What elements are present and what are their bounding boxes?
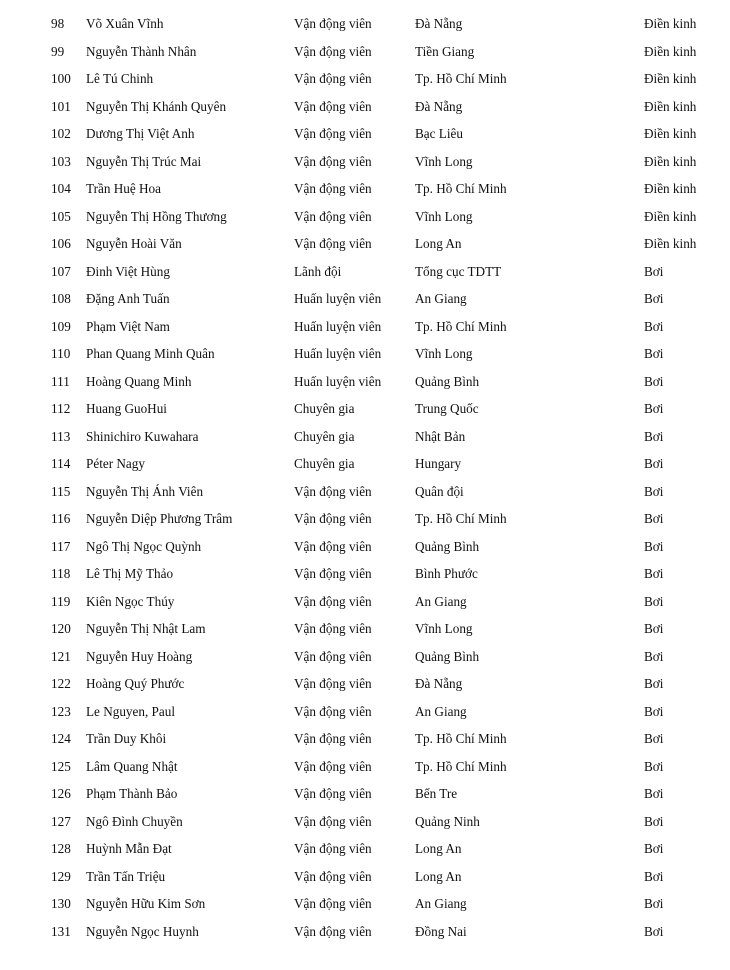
table-row bbox=[0, 120, 730, 148]
table-row bbox=[0, 258, 730, 286]
member-unit: Trung Quốc bbox=[415, 401, 479, 416]
member-name: Nguyễn Thị Trúc Mai bbox=[86, 153, 202, 169]
member-sport: Bơi bbox=[644, 483, 664, 499]
member-role: Vận động viên bbox=[294, 566, 372, 581]
member-unit: Vĩnh Long bbox=[415, 621, 473, 636]
member-name: Kiên Ngọc Thúy bbox=[86, 593, 175, 609]
table-row bbox=[0, 148, 730, 176]
member-role: Vận động viên bbox=[294, 923, 372, 939]
member-unit: Tp. Hồ Chí Minh bbox=[415, 71, 507, 86]
member-name: Dương Thị Việt Anh bbox=[86, 126, 195, 141]
member-sport: Điền kinh bbox=[644, 126, 697, 141]
member-name: Nguyễn Thị Nhật Lam bbox=[86, 621, 206, 636]
member-unit: Tp. Hồ Chí Minh bbox=[415, 731, 507, 746]
member-unit: Tp. Hồ Chí Minh bbox=[415, 318, 507, 334]
table-row bbox=[0, 285, 730, 313]
member-role: Chuyên gia bbox=[294, 428, 355, 444]
member-unit: Quảng Bình bbox=[415, 373, 480, 389]
member-role: Vận động viên bbox=[294, 731, 372, 746]
row-number: 100 bbox=[51, 71, 71, 86]
member-unit: An Giang bbox=[415, 896, 467, 911]
member-unit: Bình Phước bbox=[415, 566, 478, 581]
member-unit: Bạc Liêu bbox=[415, 126, 463, 141]
member-name: Lâm Quang Nhật bbox=[86, 758, 178, 774]
member-unit: Tp. Hồ Chí Minh bbox=[415, 181, 507, 196]
row-number: 109 bbox=[51, 318, 71, 334]
member-name: Đinh Việt Hùng bbox=[86, 263, 170, 279]
member-name: Lê Thị Mỹ Thảo bbox=[86, 566, 174, 581]
row-number: 98 bbox=[51, 16, 65, 31]
row-number: 121 bbox=[51, 648, 71, 664]
member-unit: Long An bbox=[415, 841, 462, 856]
member-unit: Đà Nẵng bbox=[415, 676, 463, 691]
member-role: Vận động viên bbox=[294, 483, 372, 499]
member-sport: Bơi bbox=[644, 841, 664, 856]
member-name: Huỳnh Mẫn Đạt bbox=[86, 841, 172, 856]
row-number: 106 bbox=[51, 236, 71, 251]
member-sport: Bơi bbox=[644, 511, 664, 526]
member-sport: Bơi bbox=[644, 868, 664, 884]
member-sport: Bơi bbox=[644, 593, 664, 609]
table-row bbox=[0, 230, 730, 258]
member-unit: Vĩnh Long bbox=[415, 346, 473, 361]
member-sport: Bơi bbox=[644, 346, 664, 361]
member-unit: An Giang bbox=[415, 593, 467, 609]
member-name: Ngô Thị Ngọc Quỳnh bbox=[86, 538, 202, 554]
member-name: Lê Tú Chinh bbox=[86, 71, 154, 86]
table-row bbox=[0, 560, 730, 588]
row-number: 115 bbox=[51, 483, 71, 499]
roster-table bbox=[0, 10, 730, 945]
member-role: Vận động viên bbox=[294, 181, 372, 196]
member-name: Nguyễn Thị Khánh Quyên bbox=[86, 98, 227, 114]
member-sport: Bơi bbox=[644, 621, 664, 636]
member-name: Nguyễn Huy Hoàng bbox=[86, 648, 193, 664]
member-name: Hoàng Quý Phước bbox=[86, 676, 185, 691]
member-sport: Bơi bbox=[644, 813, 664, 829]
row-number: 127 bbox=[51, 813, 71, 829]
member-sport: Điền kinh bbox=[644, 208, 697, 224]
member-sport: Bơi bbox=[644, 373, 664, 389]
member-sport: Bơi bbox=[644, 758, 664, 774]
member-unit: Đà Nẵng bbox=[415, 98, 463, 114]
member-name: Trần Huệ Hoa bbox=[86, 181, 161, 196]
member-unit: Nhật Bản bbox=[415, 428, 466, 444]
member-sport: Bơi bbox=[644, 731, 664, 746]
row-number: 120 bbox=[51, 621, 71, 636]
table-row bbox=[0, 533, 730, 561]
member-sport: Bơi bbox=[644, 401, 664, 416]
member-sport: Bơi bbox=[644, 703, 664, 719]
member-unit: Quảng Bình bbox=[415, 648, 480, 664]
row-number: 111 bbox=[51, 373, 70, 389]
member-name: Nguyễn Thành Nhân bbox=[86, 43, 197, 59]
row-number: 110 bbox=[51, 346, 71, 361]
member-name: Nguyễn Hữu Kim Sơn bbox=[86, 896, 206, 911]
table-row bbox=[0, 203, 730, 231]
member-name: Phạm Thành Bảo bbox=[86, 786, 178, 801]
member-sport: Điền kinh bbox=[644, 71, 697, 86]
member-role: Vận động viên bbox=[294, 841, 372, 856]
member-name: Péter Nagy bbox=[86, 456, 145, 471]
member-unit: Đồng Nai bbox=[415, 923, 467, 939]
row-number: 119 bbox=[51, 593, 71, 609]
row-number: 112 bbox=[51, 401, 71, 416]
member-sport: Điền kinh bbox=[644, 16, 697, 31]
row-number: 129 bbox=[51, 868, 71, 884]
row-number: 105 bbox=[51, 208, 71, 224]
row-number: 122 bbox=[51, 676, 71, 691]
member-name: Nguyễn Thị Ánh Viên bbox=[86, 483, 204, 499]
member-sport: Bơi bbox=[644, 428, 664, 444]
member-role: Huấn luyện viên bbox=[294, 346, 382, 361]
member-name: Nguyễn Hoài Văn bbox=[86, 236, 182, 251]
member-unit: Hungary bbox=[415, 456, 462, 471]
row-number: 114 bbox=[51, 456, 71, 471]
member-unit: Quảng Bình bbox=[415, 538, 480, 554]
table-row bbox=[0, 38, 730, 66]
row-number: 107 bbox=[51, 263, 71, 279]
member-sport: Bơi bbox=[644, 291, 664, 306]
table-row bbox=[0, 450, 730, 478]
member-unit: An Giang bbox=[415, 291, 467, 306]
table-row bbox=[0, 918, 730, 946]
member-role: Vận động viên bbox=[294, 511, 372, 526]
member-name: Nguyễn Diệp Phương Trâm bbox=[86, 511, 233, 526]
member-unit: Long An bbox=[415, 868, 462, 884]
table-row bbox=[0, 698, 730, 726]
member-role: Chuyên gia bbox=[294, 401, 355, 416]
table-row bbox=[0, 93, 730, 121]
table-row bbox=[0, 808, 730, 836]
row-number: 108 bbox=[51, 291, 71, 306]
member-sport: Điền kinh bbox=[644, 153, 697, 169]
member-sport: Bơi bbox=[644, 648, 664, 664]
member-unit: Tổng cục TDTT bbox=[415, 263, 502, 279]
member-name: Le Nguyen, Paul bbox=[86, 703, 175, 719]
member-sport: Bơi bbox=[644, 318, 664, 334]
member-role: Vận động viên bbox=[294, 648, 372, 664]
member-unit: Vĩnh Long bbox=[415, 208, 473, 224]
member-role: Chuyên gia bbox=[294, 456, 355, 471]
member-unit: Tiền Giang bbox=[415, 43, 475, 59]
member-role: Vận động viên bbox=[294, 868, 372, 884]
member-sport: Bơi bbox=[644, 786, 664, 801]
member-unit: Bến Tre bbox=[415, 786, 458, 801]
member-role: Vận động viên bbox=[294, 538, 372, 554]
member-role: Vận động viên bbox=[294, 208, 372, 224]
member-role: Huấn luyện viên bbox=[294, 373, 382, 389]
table-row bbox=[0, 340, 730, 368]
member-sport: Điền kinh bbox=[644, 98, 697, 114]
member-role: Vận động viên bbox=[294, 813, 372, 829]
member-role: Vận động viên bbox=[294, 593, 372, 609]
table-row bbox=[0, 368, 730, 396]
table-row bbox=[0, 175, 730, 203]
member-role: Huấn luyện viên bbox=[294, 291, 382, 306]
member-unit: Quảng Ninh bbox=[415, 813, 480, 829]
row-number: 116 bbox=[51, 511, 71, 526]
member-role: Vận động viên bbox=[294, 43, 372, 59]
row-number: 101 bbox=[51, 98, 71, 114]
row-number: 125 bbox=[51, 758, 71, 774]
member-unit: Đà Nẵng bbox=[415, 16, 463, 31]
member-name: Nguyễn Thị Hồng Thương bbox=[86, 208, 227, 224]
member-name: Võ Xuân Vĩnh bbox=[86, 16, 164, 31]
member-name: Trần Duy Khôi bbox=[86, 731, 167, 746]
member-sport: Điền kinh bbox=[644, 181, 697, 196]
member-unit: Long An bbox=[415, 236, 462, 251]
member-sport: Bơi bbox=[644, 566, 664, 581]
member-name: Trần Tấn Triệu bbox=[86, 868, 166, 884]
row-number: 130 bbox=[51, 896, 71, 911]
table-row bbox=[0, 478, 730, 506]
member-name: Ngô Đình Chuyền bbox=[86, 813, 183, 829]
member-role: Vận động viên bbox=[294, 153, 372, 169]
row-number: 124 bbox=[51, 731, 71, 746]
row-number: 99 bbox=[51, 43, 65, 59]
row-number: 131 bbox=[51, 923, 71, 939]
table-row bbox=[0, 395, 730, 423]
member-role: Vận động viên bbox=[294, 126, 372, 141]
member-sport: Bơi bbox=[644, 923, 664, 939]
member-role: Lãnh đội bbox=[294, 263, 342, 279]
member-role: Vận động viên bbox=[294, 16, 372, 31]
member-unit: Vĩnh Long bbox=[415, 153, 473, 169]
member-role: Vận động viên bbox=[294, 236, 372, 251]
member-sport: Điền kinh bbox=[644, 43, 697, 59]
table-row bbox=[0, 10, 730, 38]
row-number: 104 bbox=[51, 181, 71, 196]
table-row bbox=[0, 505, 730, 533]
member-role: Vận động viên bbox=[294, 71, 372, 86]
member-role: Vận động viên bbox=[294, 676, 372, 691]
row-number: 103 bbox=[51, 153, 71, 169]
table-row bbox=[0, 725, 730, 753]
member-unit: Tp. Hồ Chí Minh bbox=[415, 758, 507, 774]
member-role: Vận động viên bbox=[294, 786, 372, 801]
member-sport: Bơi bbox=[644, 263, 664, 279]
table-row bbox=[0, 890, 730, 918]
member-name: Phạm Việt Nam bbox=[86, 318, 170, 334]
member-sport: Bơi bbox=[644, 896, 664, 911]
table-row bbox=[0, 780, 730, 808]
table-row bbox=[0, 423, 730, 451]
member-role: Vận động viên bbox=[294, 896, 372, 911]
member-unit: Tp. Hồ Chí Minh bbox=[415, 511, 507, 526]
table-row bbox=[0, 615, 730, 643]
member-name: Huang GuoHui bbox=[86, 401, 167, 416]
table-row bbox=[0, 863, 730, 891]
table-row bbox=[0, 670, 730, 698]
row-number: 126 bbox=[51, 786, 71, 801]
member-role: Vận động viên bbox=[294, 98, 372, 114]
table-row bbox=[0, 835, 730, 863]
member-name: Phan Quang Minh Quân bbox=[86, 346, 215, 361]
row-number: 118 bbox=[51, 566, 71, 581]
row-number: 117 bbox=[51, 538, 71, 554]
member-role: Vận động viên bbox=[294, 703, 372, 719]
member-sport: Bơi bbox=[644, 456, 664, 471]
member-sport: Bơi bbox=[644, 676, 664, 691]
member-sport: Bơi bbox=[644, 538, 664, 554]
row-number: 128 bbox=[51, 841, 71, 856]
member-name: Đặng Anh Tuấn bbox=[86, 291, 170, 306]
table-row bbox=[0, 753, 730, 781]
row-number: 102 bbox=[51, 126, 71, 141]
table-row bbox=[0, 643, 730, 671]
table-row bbox=[0, 313, 730, 341]
member-role: Vận động viên bbox=[294, 758, 372, 774]
table-row bbox=[0, 65, 730, 93]
member-name: Nguyễn Ngọc Huynh bbox=[86, 923, 199, 939]
member-role: Huấn luyện viên bbox=[294, 318, 382, 334]
member-role: Vận động viên bbox=[294, 621, 372, 636]
table-row bbox=[0, 588, 730, 616]
row-number: 113 bbox=[51, 428, 71, 444]
member-unit: Quân đội bbox=[415, 483, 464, 499]
member-name: Hoàng Quang Minh bbox=[86, 373, 192, 389]
row-number: 123 bbox=[51, 703, 71, 719]
member-unit: An Giang bbox=[415, 703, 467, 719]
member-sport: Điền kinh bbox=[644, 236, 697, 251]
member-name: Shinichiro Kuwahara bbox=[86, 428, 199, 444]
